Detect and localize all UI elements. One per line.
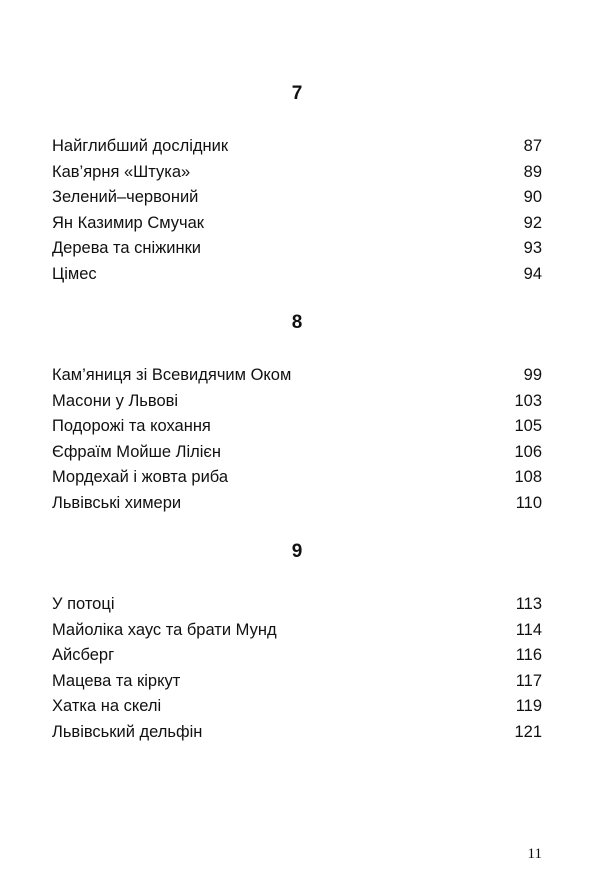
entry-title: Масони у Львові (52, 391, 179, 410)
entry-title: Ян Казимир Смучак (52, 213, 205, 232)
entry-page: 113 (515, 595, 542, 613)
toc-entry (52, 414, 542, 440)
entry-title: Подорожі та кохання (52, 417, 211, 436)
toc-section-7 (52, 80, 542, 288)
toc-entry (52, 669, 542, 695)
entry-list (52, 592, 542, 746)
entry-title: Мацева та кіркут (52, 671, 181, 690)
toc-entry (52, 160, 542, 186)
toc-entry (52, 134, 542, 160)
toc-entry (52, 185, 542, 211)
entry-page: 90 (523, 188, 542, 207)
toc-entry (52, 440, 542, 466)
entry-title: Цімес (52, 264, 97, 283)
entry-page: 110 (515, 493, 542, 512)
entry-page: 99 (523, 366, 542, 384)
entry-title: Єфраїм Мойше Лілієн (52, 442, 221, 461)
toc-entry (52, 618, 542, 644)
entry-page: 87 (523, 137, 542, 155)
toc-entry (52, 465, 542, 491)
entry-page: 93 (523, 239, 542, 258)
entry-title: Хатка на скелі (52, 697, 162, 716)
entry-list (52, 363, 542, 517)
entry-page: 117 (515, 671, 542, 690)
entry-page: 94 (523, 264, 542, 283)
entry-title: Зелений–червоний (52, 188, 199, 207)
entry-title: Кам’яниця зі Всевидячим Оком (52, 366, 292, 384)
entry-page: 92 (523, 213, 542, 232)
toc-entry (52, 211, 542, 237)
entry-page: 114 (515, 620, 542, 639)
toc-entry (52, 389, 542, 415)
toc-entry (52, 592, 542, 618)
entry-list (52, 134, 542, 288)
entry-page: 119 (515, 697, 542, 716)
entry-title: Львівський дельфін (52, 722, 203, 741)
entry-page: 108 (514, 468, 542, 487)
entry-page: 106 (514, 442, 542, 461)
toc-entry (52, 643, 542, 669)
toc-entry (52, 720, 542, 746)
entry-page: 89 (523, 162, 542, 181)
toc-section-8 (52, 309, 542, 517)
entry-title: Львівські химери (52, 493, 182, 512)
section-number: 7 (291, 83, 303, 104)
toc-entry (52, 262, 542, 288)
page-number: 11 (527, 846, 542, 862)
toc-section-9 (52, 538, 542, 746)
entry-page: 103 (514, 391, 542, 410)
section-number: 9 (291, 541, 303, 562)
entry-page: 116 (515, 646, 542, 665)
entry-title: Мордехай і жовта риба (52, 468, 229, 487)
toc-entry (52, 236, 542, 262)
entry-title: Кав’ярня «Штука» (52, 162, 191, 181)
entry-title: У потоці (52, 595, 115, 613)
entry-page: 121 (514, 722, 542, 741)
toc-entry (52, 363, 542, 389)
toc-entry (52, 491, 542, 517)
entry-title: Найглибший дослідник (52, 137, 229, 155)
entry-title: Майоліка хаус та брати Мунд (52, 620, 277, 639)
entry-title: Айсберг (52, 646, 115, 665)
toc-entry (52, 694, 542, 720)
entry-title: Дерева та сніжинки (52, 239, 202, 258)
entry-page: 105 (514, 417, 542, 436)
section-number: 8 (291, 312, 303, 333)
